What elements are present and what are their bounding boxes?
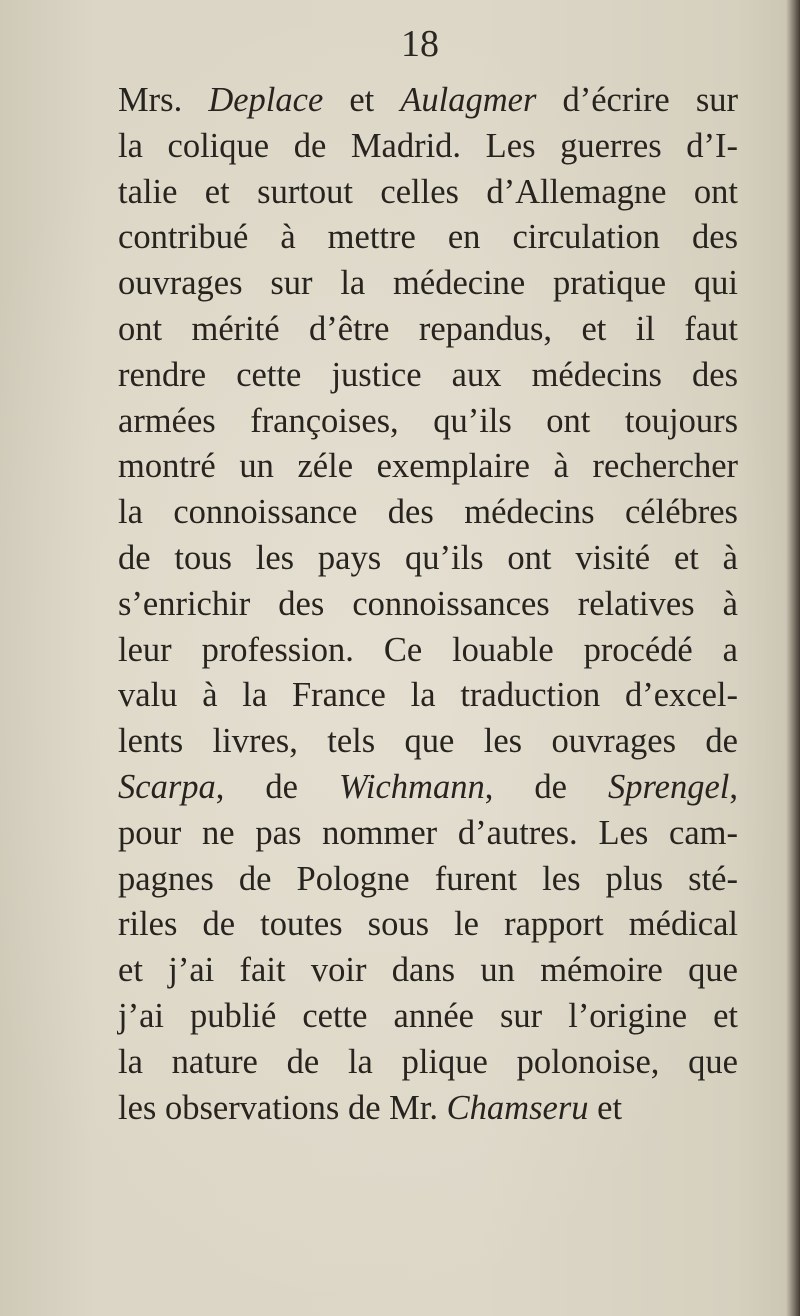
text-line [118, 261, 738, 307]
text-run: Mrs. [118, 81, 209, 119]
text-run: de tous les pays qu’ils ont visité et à [118, 538, 738, 577]
text-line [118, 994, 738, 1040]
text-run: , de [215, 767, 340, 806]
text-run: la colique de Madrid. Les guerres d’I- [118, 126, 738, 165]
text-run: leur profession. Ce louable procédé a [118, 630, 738, 669]
text-run: ont mérité d’être repandus, et il faut [118, 309, 738, 348]
italic-name: Deplace [208, 81, 324, 119]
text-line [118, 399, 738, 445]
body-text [118, 78, 738, 1131]
text-line [118, 948, 738, 994]
text-run: la connoissance des médecins célébres [118, 493, 738, 532]
text-run: et [323, 81, 401, 119]
text-run: contribué à mettre en circulation des [118, 218, 738, 257]
text-line [118, 444, 738, 490]
text-line [118, 902, 738, 948]
text-line [118, 1040, 738, 1086]
italic-name: Aulagmer [400, 81, 537, 119]
page-number: 18 [401, 23, 439, 65]
text-run: j’ai publié cette année sur l’origine et [118, 996, 738, 1035]
text-run: rendre cette justice aux médecins des [118, 355, 738, 394]
text-line [118, 811, 738, 857]
text-line [118, 582, 738, 628]
text-run: montré un zéle exemplaire à rechercher [118, 447, 738, 486]
text-run: pagnes de Pologne furent les plus sté- [118, 859, 738, 898]
text-line [118, 536, 738, 582]
text-line [118, 490, 738, 536]
text-line [118, 215, 738, 261]
text-run: d’écrire sur [536, 81, 739, 119]
text-line [118, 1086, 778, 1132]
text-run: riles de toutes sous le rapport médical [118, 905, 738, 944]
page-edge-shadow [786, 0, 800, 1316]
italic-name: Chamseru [446, 1088, 589, 1127]
text-line [118, 170, 738, 216]
text-line [118, 78, 738, 124]
italic-name: Scarpa [118, 767, 216, 806]
italic-name: Sprengel [608, 767, 730, 806]
text-run: armées françoises, qu’ils ont toujours [118, 401, 738, 440]
text-run: pour ne pas nommer d’autres. Les cam- [118, 813, 738, 852]
text-run: lents livres, tels que les ouvrages de [118, 722, 738, 761]
text-run: , de [484, 767, 608, 806]
text-line [118, 765, 738, 811]
text-line [118, 628, 738, 674]
text-run: valu à la France la traduction d’excel- [118, 676, 738, 715]
text-run: la nature de la plique polonoise, que [118, 1042, 738, 1081]
text-line [118, 719, 738, 765]
text-run: ouvrages sur la médecine pratique qui [118, 264, 738, 303]
text-run: s’enrichir des connoissances relatives à [118, 584, 738, 623]
text-line [118, 124, 738, 170]
text-run: talie et surtout celles d’Allemagne ont [118, 172, 738, 211]
text-line [118, 353, 738, 399]
text-line [118, 673, 738, 719]
italic-name: Wichmann [339, 767, 485, 806]
text-line [118, 857, 738, 903]
text-line [118, 307, 738, 353]
text-run: les observations de Mr. [118, 1088, 447, 1127]
text-run: et j’ai fait voir dans un mémoire que [118, 951, 738, 990]
text-run: , [729, 767, 738, 806]
text-run: et [588, 1088, 623, 1127]
